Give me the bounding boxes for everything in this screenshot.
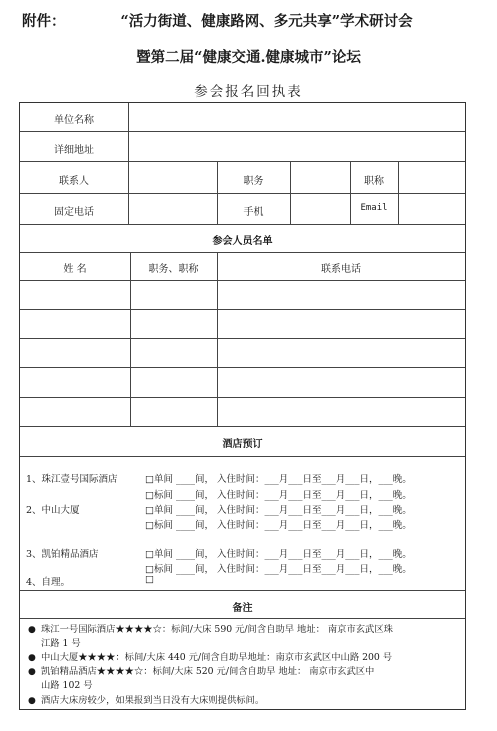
title-field[interactable] — [399, 162, 464, 193]
position-field[interactable] — [291, 162, 350, 193]
self-arrange-checkbox[interactable]: □ — [145, 574, 154, 585]
note-item: ● 中山大厦★★★★：标间/大床 440 元/间含自助早地址：南京市玄武区中山路 200 号 — [28, 652, 393, 663]
hotel-section-title: 酒店预订 — [222, 439, 263, 450]
hotel-name: 1、珠江壹号国际酒店 — [26, 474, 118, 485]
hotel-booking-line[interactable]: □单间 ____间， 入住时间：___月___日至___月___日，___晚。 — [145, 505, 412, 516]
hotel-booking-line[interactable]: □单间 ____间， 入住时间：___月___日至___月___日，___晚。 — [145, 474, 412, 485]
header-line-1 — [0, 10, 497, 31]
contact-field[interactable] — [129, 162, 217, 193]
email-field[interactable] — [399, 194, 464, 224]
org-name-label: 单位名称 — [54, 115, 94, 126]
bullet-icon: ● — [28, 625, 36, 635]
title-label: 职称 — [364, 176, 384, 187]
contact-label: 联系人 — [59, 176, 89, 187]
conference-title: “活力街道、健康路网、多元共享”学术研讨会 — [120, 13, 413, 30]
form-title: 参会报名回执表 — [194, 84, 303, 100]
hotel-name: 3、凯铂精品酒店 — [26, 549, 99, 560]
position-label: 职务 — [243, 176, 264, 187]
attendee-row[interactable] — [20, 281, 465, 309]
col-name-header: 姓 名 — [63, 264, 87, 275]
org-name-field[interactable] — [129, 104, 464, 131]
mobile-label: 手机 — [243, 207, 264, 218]
note-item: ● 酒店大床房较少，如果报到当日没有大床则提供标间。 — [28, 695, 265, 706]
forum-title: 暨第二届“健康交通.健康城市”论坛 — [136, 49, 361, 66]
hotel-name: 2、中山大厦 — [26, 505, 80, 516]
email-label: Email — [360, 203, 388, 213]
phone-field[interactable] — [129, 194, 217, 224]
attendees-section-title: 参会人员名单 — [212, 236, 273, 247]
attendee-row[interactable] — [20, 339, 465, 367]
phone-label: 固定电话 — [54, 207, 94, 218]
address-label: 详细地址 — [54, 145, 94, 156]
bullet-icon: ● — [28, 653, 36, 663]
hotel-name: 4、自理。 — [26, 577, 71, 588]
attendee-row[interactable] — [20, 310, 465, 338]
bullet-icon: ● — [28, 667, 36, 677]
hotel-booking-line[interactable]: □标间 ____间， 入住时间：___月___日至___月___日，___晚。 — [145, 520, 412, 531]
registration-form — [19, 102, 466, 710]
notes-section-title: 备注 — [232, 603, 253, 614]
hotel-booking-line[interactable]: □标间 ____间， 入住时间：___月___日至___月___日，___晚。 — [145, 490, 412, 501]
note-item: ● 珠江一号国际酒店★★★★☆：标间/大床 590 元/间含自助早 地址： 南京市玄武区珠 江路 1 号 — [28, 624, 393, 649]
address-field[interactable] — [129, 132, 464, 161]
attendee-row[interactable] — [20, 368, 465, 397]
col-title-header: 职务、职称 — [148, 264, 199, 275]
note-item: ● 凯铂精品酒店★★★★☆：标间/大床 520 元/间含自助早 地址： 南京市玄武区中 山路 102 号 — [28, 666, 375, 691]
bullet-icon: ● — [28, 696, 36, 706]
col-phone-header: 联系电话 — [321, 264, 361, 275]
hotel-booking-line[interactable]: □标间 ____间， 入住时间：___月___日至___月___日，___晚。 — [145, 564, 412, 575]
mobile-field[interactable] — [291, 194, 350, 224]
attendee-row[interactable] — [20, 398, 465, 426]
attachment-prefix: 附件： — [22, 13, 66, 30]
hotel-booking-line[interactable]: □单间 ____间， 入住时间：___月___日至___月___日，___晚。 — [145, 549, 412, 560]
